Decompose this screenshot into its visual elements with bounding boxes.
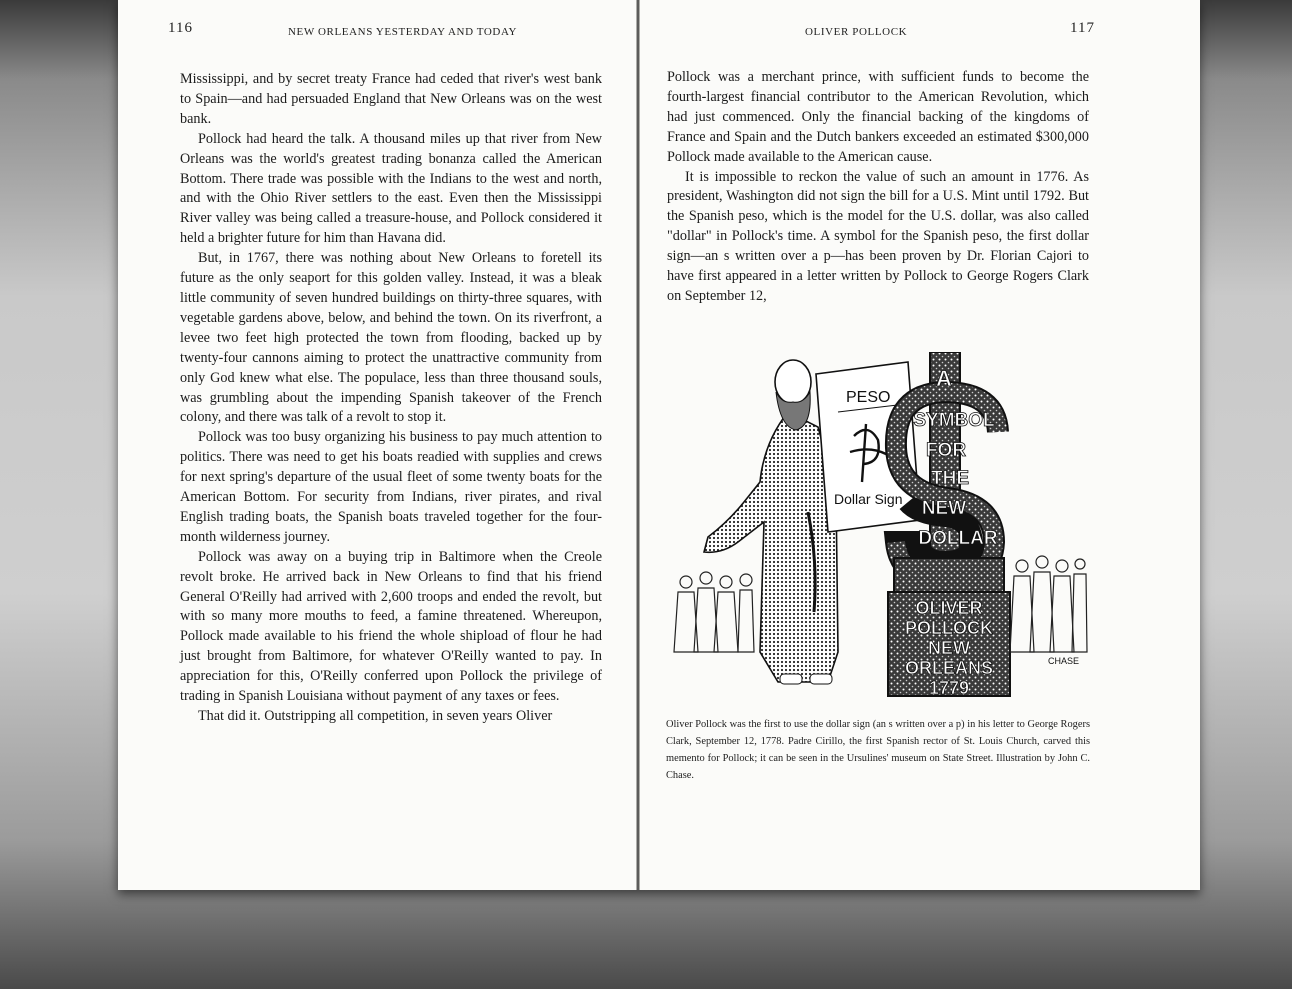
illustration-caption: Oliver Pollock was the first to use the dollar sign (an s written over a p) in his letter to George Rogers Clark, September 12, 1778. Padre Cirillo, the first Spanish rector of St. Louis Church, carved this memento for Pollock; it can be seen in the Ursulines' museum on State Street. Illustration by John C. Chase. bbox=[666, 719, 1090, 781]
banner-word-5: NEW bbox=[921, 498, 967, 519]
banner-word-2: SYMBOL bbox=[913, 410, 995, 431]
banner-word-6: DOLLAR bbox=[918, 528, 998, 549]
left-running-head bbox=[168, 22, 598, 42]
dollar-monument bbox=[896, 352, 998, 582]
left-paragraph-2: Pollock had heard the talk. A thousand miles up that river from New Orleans was the world's greatest trading bonanza called the American Bottom. There trade was possible with the Indians to the west and north, and with the Ohio River settlers to the east. Even then the Mississippi River valley was being called a treasure-house, and Pollock considered it held a brighter future for him than Havana did. bbox=[180, 130, 602, 247]
base-line-3: NEW bbox=[928, 638, 970, 658]
base-line-5: 1779 bbox=[928, 678, 970, 698]
crowd-right bbox=[1010, 556, 1087, 652]
left-paragraph-4: Pollock was too busy organizing his business to pay much attention to politics. There was need to get his boats readied with supplies and crews for next spring's departure of the usual fleet of some twenty boats for the American Bottom. For security from Indians, river pirates, and rival English trading boats, the Spanish boats traveled together for the four-month wilderness journey. bbox=[180, 429, 602, 545]
banner-word-1: A bbox=[936, 366, 952, 391]
right-paragraph-1: Pollock was a merchant prince, with sufficient funds to become the fourth-largest financial contributor to the American Revolution, which had just commenced. Only the financial backing of the kingdoms of France and Spain and the Dutch bankers exceeded an estimated $300,000 Pollock made available to the American cause. bbox=[667, 69, 1089, 165]
right-running-title: OLIVER POLLOCK bbox=[805, 26, 908, 38]
banner-word-3: FOR bbox=[925, 440, 967, 461]
right-running-head bbox=[665, 22, 1095, 42]
crowd-left bbox=[674, 572, 754, 652]
sign-peso-label: PESO bbox=[846, 389, 891, 406]
right-body-text bbox=[667, 68, 1089, 307]
left-paragraph-3: But, in 1767, there was nothing about New Orleans to foretell its future as the only seaport for this golden valley. Instead, it was a bleak little community of seven hundred buildings on thirty-three squares, with vegetable gardens above, below, and behind the town. On its riverfront, a levee two feet high protected the town from flooding, backed up by twenty-four cannons aiming to protect the unattractive community from only God knew what else. The populace, less than three thousand souls, was grumbling about the impending Spanish takeover of the French colony, and there was talk of a revolt to stop it. bbox=[180, 250, 602, 426]
left-paragraph-1: Mississippi, and by secret treaty France had ceded that river's west bank to Spain—and had persuaded England that New Orleans was on the west bank. bbox=[180, 71, 602, 127]
base-line-1: OLIVER bbox=[915, 598, 983, 618]
right-paragraph-2: It is impossible to reckon the value of such an amount in 1776. As president, Washington did not sign the bill for a U.S. Mint until 1792. But the Spanish peso, which is the model for the U.S. dollar, was also called "dollar" in Pollock's time. A symbol for the Spanish peso, the first dollar sign—an s written over a p—has been proven by Dr. Florian Cajori to have first appeared in a letter written by Pollock to George Rogers Clark on September 12, bbox=[667, 168, 1089, 304]
left-paragraph-6: That did it. Outstripping all competition, in seven years Oliver bbox=[198, 708, 553, 724]
book-gutter bbox=[636, 0, 640, 890]
base-line-2: POLLOCK bbox=[905, 618, 993, 638]
left-body-text bbox=[180, 70, 602, 727]
banner-word-4: THE bbox=[931, 468, 969, 489]
left-page bbox=[168, 0, 602, 880]
left-paragraph-5: Pollock was away on a buying trip in Baltimore when the Creole revolt broke. He arrived back in New Orleans to find that his friend General O'Reilly had arrived with 2,600 troops and ended the revolt, but with so many more mouths to feed, a famine threatened. Whereupon, Pollock made available to his friend the whole shipload of flour he had just brought from Baltimore, for whatever O'Reilly wanted to pay. In appreciation for this, O'Reilly conferred upon Pollock the privilege of trading in Spanish Louisiana without payment of any taxes or fees. bbox=[180, 548, 602, 705]
monument-base bbox=[888, 558, 1010, 698]
base-line-4: ORLEANS bbox=[904, 658, 994, 678]
right-page-number: 117 bbox=[1070, 20, 1095, 36]
sign-dollar-label: Dollar Sign bbox=[834, 491, 903, 507]
left-page-number: 116 bbox=[168, 20, 193, 36]
left-running-title: NEW ORLEANS YESTERDAY AND TODAY bbox=[288, 26, 518, 38]
illustrator-signature: CHASE bbox=[1048, 656, 1080, 666]
pollock-dollar-illustration bbox=[668, 352, 1088, 702]
illustration-drawing bbox=[668, 352, 1088, 702]
